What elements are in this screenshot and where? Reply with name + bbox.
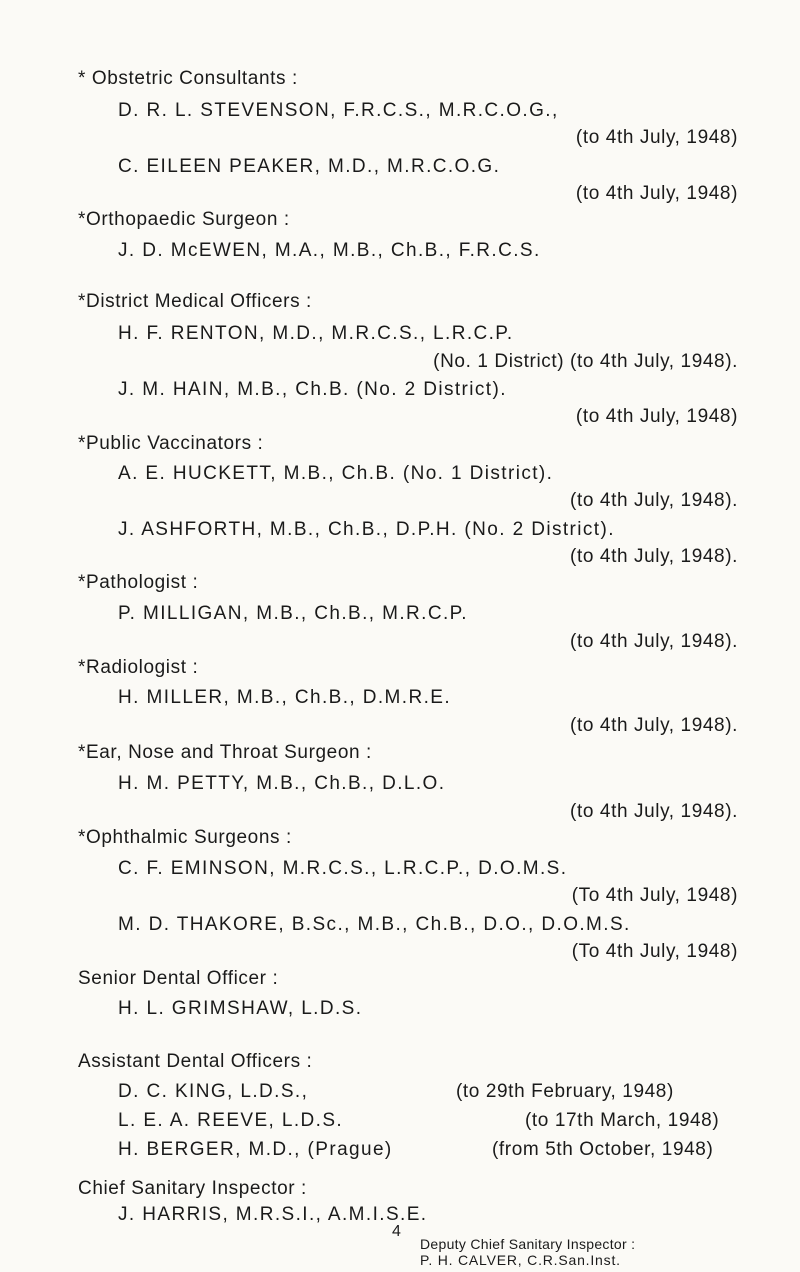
ophthalmic-detail-2: (To 4th July, 1948) bbox=[571, 941, 738, 962]
assistant-dental-detail-3: (from 5th October, 1948) bbox=[492, 1139, 714, 1160]
senior-dental-heading: Senior Dental Officer : bbox=[78, 968, 279, 989]
district-medical-detail-2: (to 4th July, 1948) bbox=[575, 406, 738, 427]
district-medical-detail-1: (No. 1 District) (to 4th July, 1948). bbox=[433, 351, 738, 372]
assistant-dental-name-1: D. C. KING, L.D.S., bbox=[118, 1081, 309, 1102]
assistant-dental-name-3: H. BERGER, M.D., (Prague) bbox=[118, 1139, 393, 1160]
obstetric-heading: * Obstetric Consultants : bbox=[78, 68, 298, 89]
pathologist-heading: *Pathologist : bbox=[78, 572, 199, 593]
ophthalmic-name-1: C. F. EMINSON, M.R.C.S., L.R.C.P., D.O.M.S. bbox=[118, 858, 568, 879]
orthopaedic-heading: *Orthopaedic Surgeon : bbox=[78, 209, 290, 230]
ent-name-1: H. M. PETTY, M.B., Ch.B., D.L.O. bbox=[118, 773, 446, 794]
ophthalmic-name-2: M. D. THAKORE, B.Sc., M.B., Ch.B., D.O., D.O.M.S. bbox=[118, 914, 631, 935]
deputy-sanitary-name-1: P. H. CALVER, C.R.San.Inst. bbox=[420, 1252, 621, 1268]
vaccinators-detail-1: (to 4th July, 1948). bbox=[570, 490, 738, 511]
obstetric-detail-1: (to 4th July, 1948) bbox=[575, 127, 738, 148]
ent-heading: *Ear, Nose and Throat Surgeon : bbox=[78, 742, 372, 763]
district-medical-heading: *District Medical Officers : bbox=[78, 291, 312, 312]
assistant-dental-heading: Assistant Dental Officers : bbox=[78, 1051, 313, 1072]
assistant-dental-detail-2: (to 17th March, 1948) bbox=[525, 1110, 720, 1131]
ophthalmic-heading: *Ophthalmic Surgeons : bbox=[78, 827, 292, 848]
vaccinators-heading: *Public Vaccinators : bbox=[78, 433, 264, 454]
radiologist-name-1: H. MILLER, M.B., Ch.B., D.M.R.E. bbox=[118, 687, 452, 708]
vaccinators-name-2: J. ASHFORTH, M.B., Ch.B., D.P.H. (No. 2 District). bbox=[118, 519, 615, 540]
page-number: 4 bbox=[392, 1223, 401, 1240]
ophthalmic-detail-1: (To 4th July, 1948) bbox=[571, 885, 738, 906]
obstetric-name-1: D. R. L. STEVENSON, F.R.C.S., M.R.C.O.G., bbox=[118, 100, 559, 121]
vaccinators-name-1: A. E. HUCKETT, M.B., Ch.B. (No. 1 District). bbox=[118, 463, 554, 484]
assistant-dental-detail-1: (to 29th February, 1948) bbox=[456, 1081, 674, 1102]
deputy-sanitary-heading: Deputy Chief Sanitary Inspector : bbox=[420, 1236, 636, 1252]
district-medical-name-2: J. M. HAIN, M.B., Ch.B. (No. 2 District). bbox=[118, 379, 507, 400]
district-medical-name-1: H. F. RENTON, M.D., M.R.C.S., L.R.C.P. bbox=[118, 323, 514, 344]
chief-sanitary-heading: Chief Sanitary Inspector : bbox=[78, 1178, 307, 1199]
ent-detail-1: (to 4th July, 1948). bbox=[570, 801, 738, 822]
radiologist-heading: *Radiologist : bbox=[78, 657, 199, 678]
radiologist-detail-1: (to 4th July, 1948). bbox=[570, 715, 738, 736]
obstetric-detail-2: (to 4th July, 1948) bbox=[575, 183, 738, 204]
orthopaedic-name-1: J. D. McEWEN, M.A., M.B., Ch.B., F.R.C.S. bbox=[118, 240, 541, 261]
obstetric-name-2: C. EILEEN PEAKER, M.D., M.R.C.O.G. bbox=[118, 156, 501, 177]
pathologist-detail-1: (to 4th July, 1948). bbox=[570, 631, 738, 652]
assistant-dental-name-2: L. E. A. REEVE, L.D.S. bbox=[118, 1110, 344, 1131]
chief-sanitary-name-1: J. HARRIS, M.R.S.I., A.M.I.S.E. bbox=[118, 1204, 428, 1225]
pathologist-name-1: P. MILLIGAN, M.B., Ch.B., M.R.C.P. bbox=[118, 603, 468, 624]
vaccinators-detail-2: (to 4th July, 1948). bbox=[570, 546, 738, 567]
senior-dental-name-1: H. L. GRIMSHAW, L.D.S. bbox=[118, 998, 363, 1019]
